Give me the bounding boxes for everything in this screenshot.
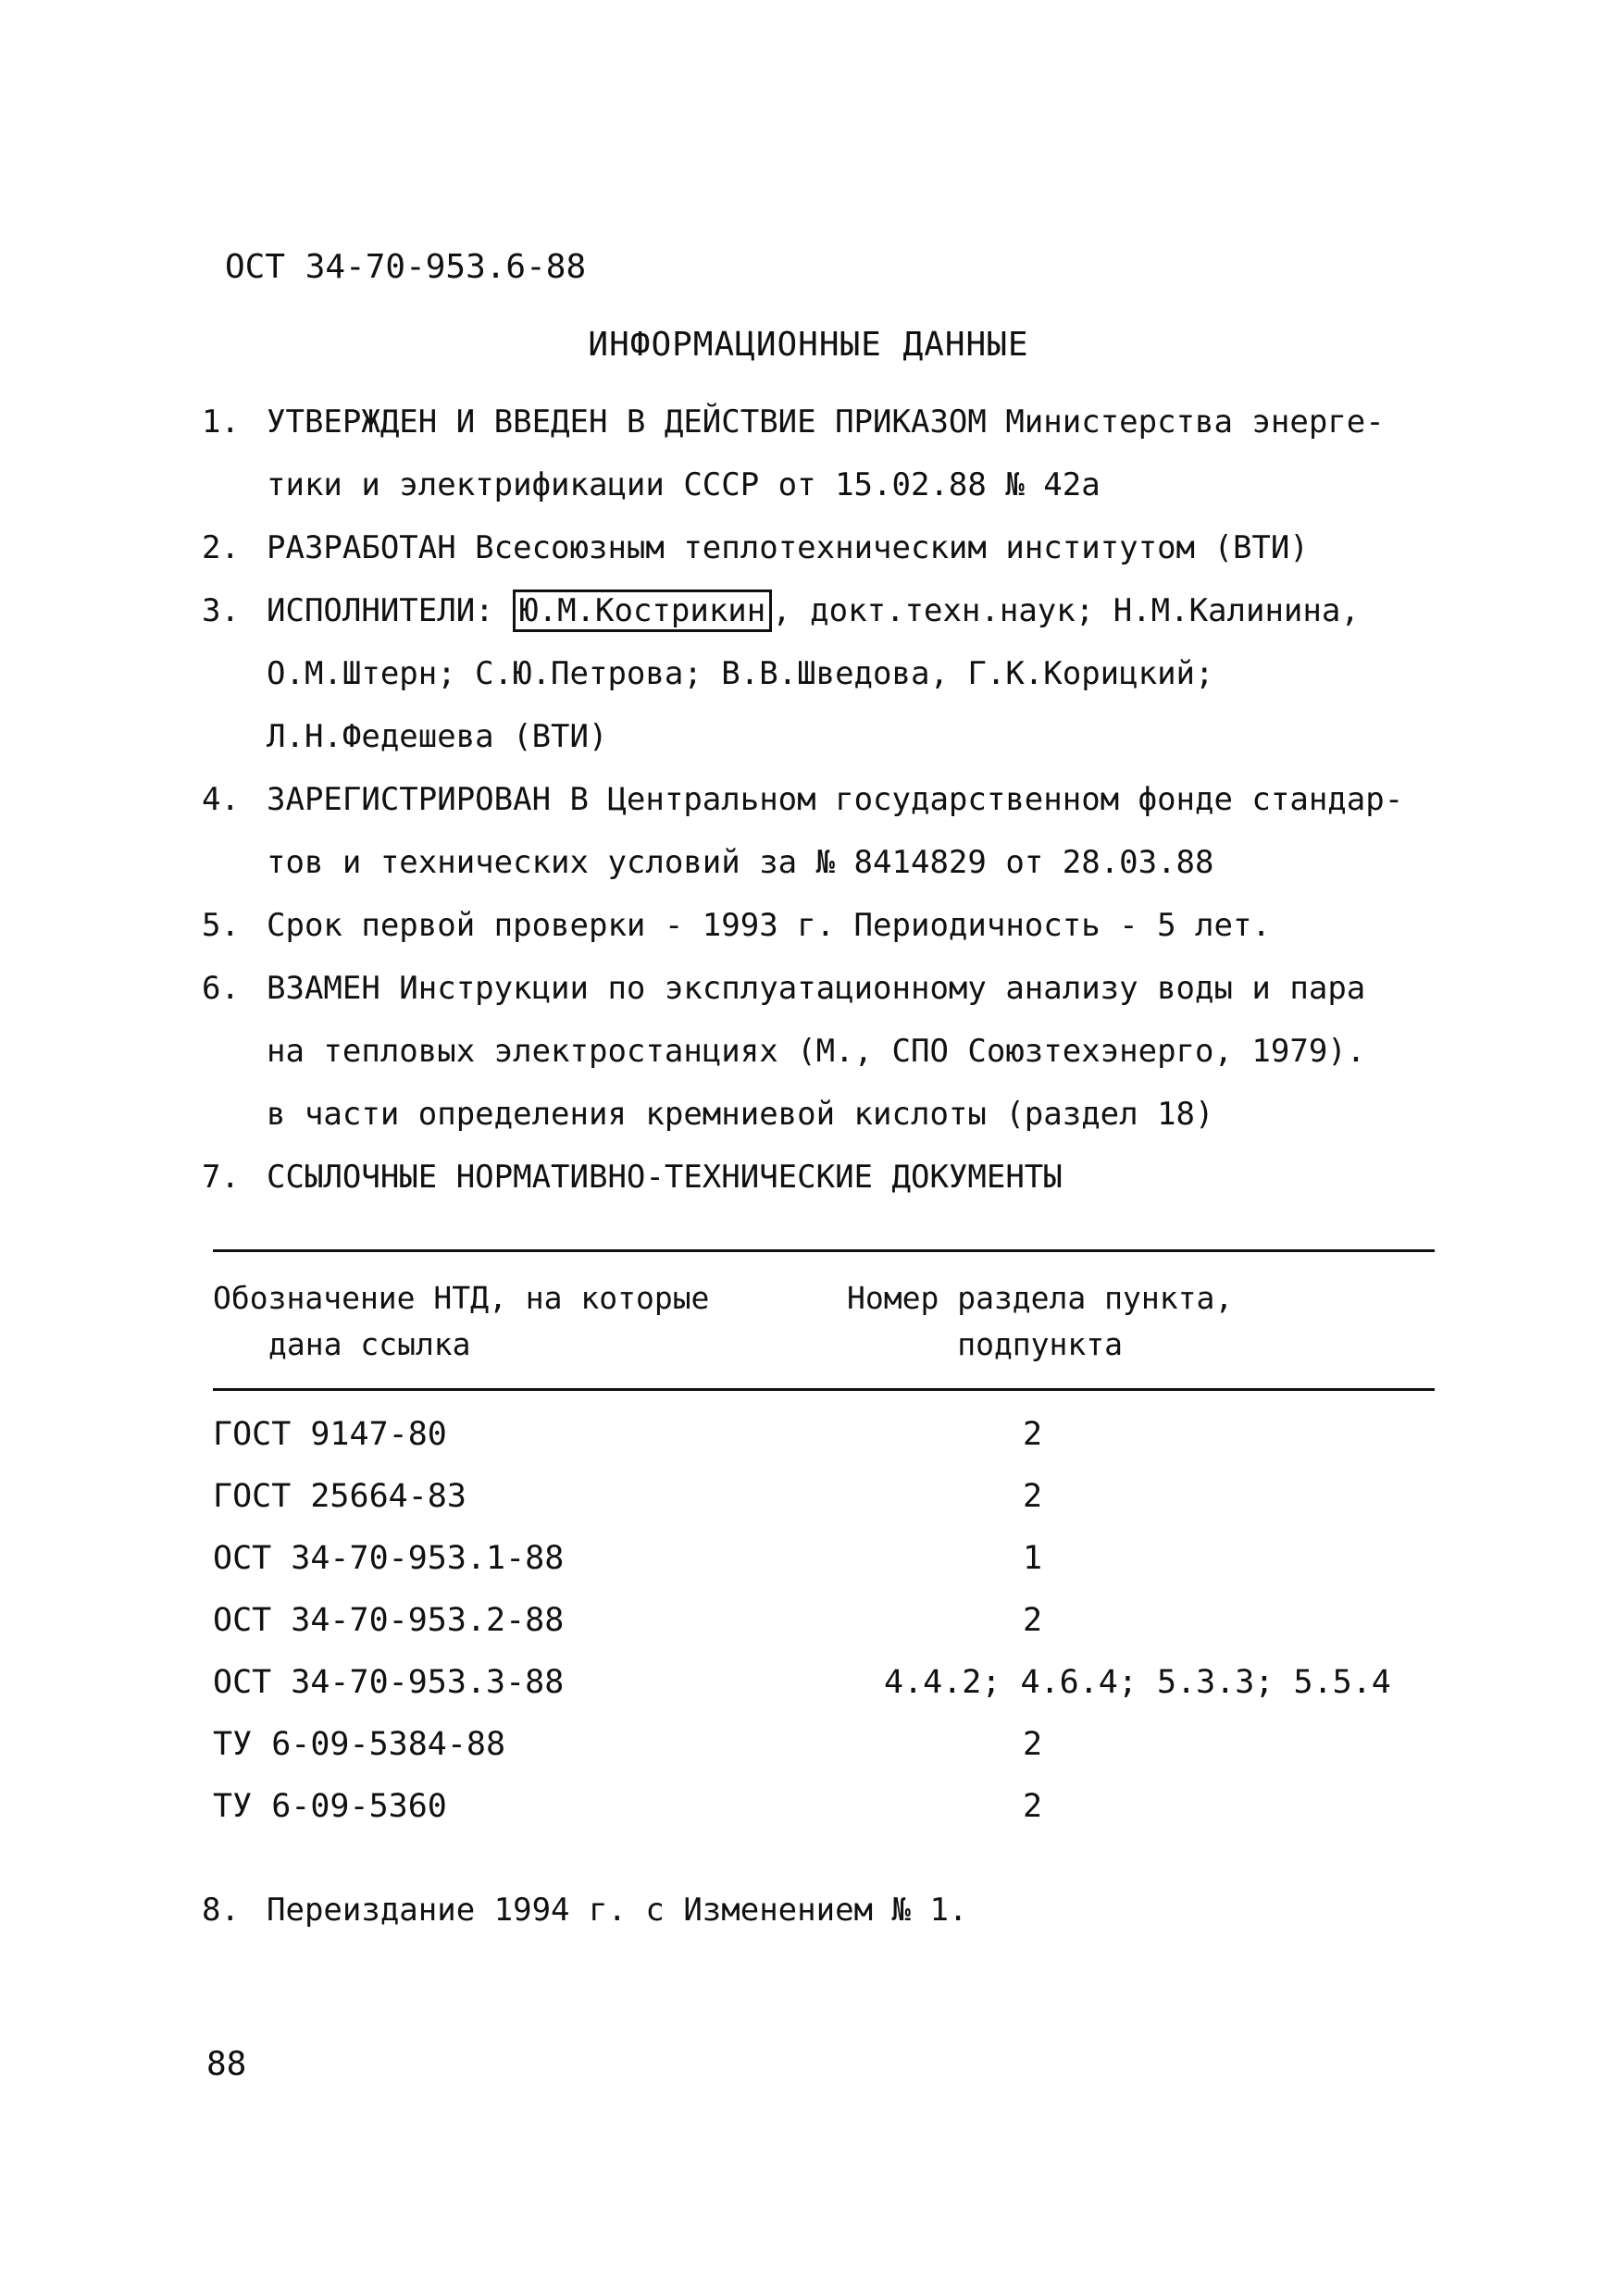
- item-number: 7.: [202, 1159, 240, 1196]
- item-text: ССЫЛОЧНЫЕ НОРМАТИВНО-ТЕХНИЧЕСКИЕ ДОКУМЕНТЫ: [267, 1159, 1063, 1196]
- item-text: Министерства энерге-: [986, 403, 1385, 441]
- ntd-cell: ГОСТ 25664-83: [213, 1478, 466, 1515]
- item-keyword: ВЗАМЕН: [267, 970, 380, 1007]
- item-text-continued: в части определения кремниевой кислоты (раздел 18): [267, 1096, 1214, 1133]
- table-top-rule: [213, 1249, 1435, 1252]
- page-title: ИНФОРМАЦИОННЫЕ ДАННЫЕ: [588, 326, 1029, 364]
- section-cell: 2: [1023, 1416, 1043, 1453]
- info-item-8: [202, 1879, 1442, 1942]
- section-cell: 2: [1023, 1726, 1043, 1763]
- ntd-cell: ОСТ 34-70-953.3-88: [213, 1664, 565, 1701]
- section-cell: 2: [1023, 1788, 1043, 1825]
- table-row: [213, 1788, 1435, 1849]
- table-header-section: Номер раздела пункта, подпункта: [847, 1280, 1234, 1362]
- item-text: В Центральном государственном фонде стандар-: [551, 781, 1404, 818]
- table-header-ntd: Обозначение НТД, на которые дана ссылка: [213, 1280, 710, 1362]
- ntd-cell: ОСТ 34-70-953.2-88: [213, 1602, 565, 1639]
- table-row: [213, 1478, 1435, 1539]
- table-row: [213, 1540, 1435, 1601]
- section-cell: 2: [1023, 1478, 1043, 1515]
- info-item-2: [202, 516, 1442, 579]
- table-row: [213, 1416, 1435, 1477]
- info-item-4: [202, 768, 1442, 894]
- item-text-continued: на тепловых электростанциях (М., СПО Союзтехэнерго, 1979).: [267, 1033, 1366, 1070]
- item-text-continued: тов и технических условий за № 8414829 от 28.03.88: [267, 844, 1214, 881]
- item-text-continued: Л.Н.Федешева (ВТИ): [267, 718, 608, 755]
- page-number: 88: [206, 2045, 247, 2083]
- table-row: [213, 1602, 1435, 1663]
- item-number: 8.: [202, 1892, 240, 1929]
- item-number: 6.: [202, 970, 240, 1007]
- item-keyword: ЗАРЕГИСТРИРОВАН: [267, 781, 552, 818]
- info-item-6: [202, 957, 1442, 1146]
- section-cell: 2: [1023, 1602, 1043, 1639]
- section-cell: 1: [1023, 1540, 1043, 1577]
- ntd-cell: ТУ 6-09-5384-88: [213, 1726, 506, 1763]
- table-row: [213, 1664, 1435, 1725]
- ntd-cell: ГОСТ 9147-80: [213, 1416, 447, 1453]
- item-number: 1.: [202, 403, 240, 441]
- document-code: ОСТ 34-70-953.6-88: [225, 248, 587, 286]
- ntd-cell: ОСТ 34-70-953.1-88: [213, 1540, 565, 1577]
- info-item-3: [202, 579, 1442, 768]
- ntd-cell: ТУ 6-09-5360: [213, 1788, 447, 1825]
- item-number: 4.: [202, 781, 240, 818]
- info-item-7: [202, 1146, 1442, 1209]
- item-text-continued: О.М.Штерн; С.Ю.Петрова; В.В.Шведова, Г.К.Корицкий;: [267, 655, 1214, 692]
- info-item-1: [202, 391, 1442, 516]
- info-item-5: [202, 894, 1442, 957]
- table-row: [213, 1726, 1435, 1787]
- item-keyword: РАЗРАБОТАН: [267, 529, 456, 566]
- item-text: , докт.техн.наук; Н.М.Калинина,: [772, 592, 1360, 629]
- item-text: Переиздание 1994 г. с Изменением № 1.: [267, 1892, 968, 1929]
- item-text: Всесоюзным теплотехническим институтом (ВТИ): [455, 529, 1309, 566]
- item-number: 5.: [202, 907, 240, 944]
- item-text-continued: тики и электрификации СССР от 15.02.88 № 42а: [267, 466, 1101, 503]
- table-header-rule: [213, 1388, 1435, 1391]
- item-number: 3.: [202, 592, 240, 629]
- item-keyword: ИСПОЛНИТЕЛИ:: [267, 592, 494, 629]
- item-number: 2.: [202, 529, 240, 566]
- item-text: Инструкции по эксплуатационному анализу воды и пара: [379, 970, 1366, 1007]
- item-keyword: УТВЕРЖДЕН И ВВЕДЕН В ДЕЙСТВИЕ ПРИКАЗОМ: [267, 403, 987, 441]
- boxed-author-name: Ю.М.Кострикин: [513, 590, 772, 632]
- section-cell: 4.4.2; 4.6.4; 5.3.3; 5.5.4: [884, 1664, 1391, 1701]
- item-text: Срок первой проверки - 1993 г. Периодичность - 5 лет.: [267, 907, 1271, 944]
